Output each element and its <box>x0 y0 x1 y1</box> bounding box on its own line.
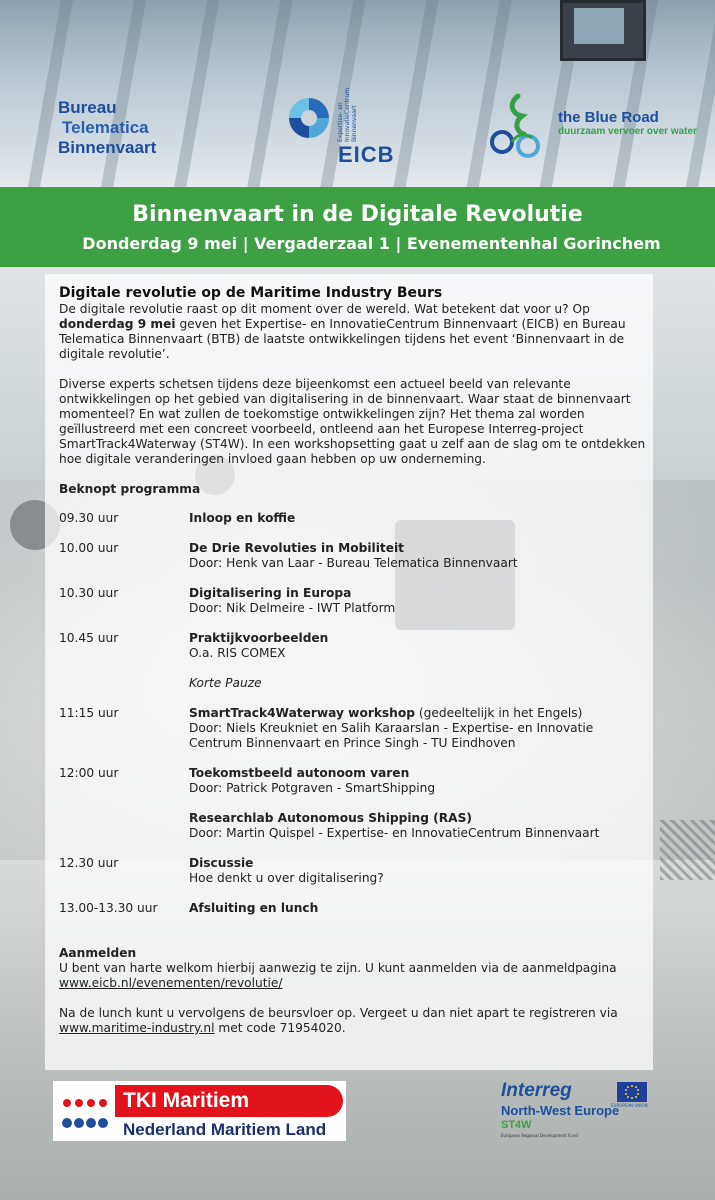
programma-item <box>59 901 649 916</box>
eu-flag-icon <box>617 1082 647 1102</box>
event-subtitle: Donderdag 9 mei | Vergaderzaal 1 | Evenementenhal Gorinchem <box>82 234 661 253</box>
content <box>59 285 649 1036</box>
blue-road-logo <box>488 92 697 162</box>
programma-item <box>59 856 649 886</box>
eicb-registration-link[interactable]: www.eicb.nl/evenementen/revolutie/ <box>59 976 283 990</box>
interreg-eu-label: EUROPEAN UNION <box>611 1103 648 1108</box>
intro-text: De digitale revolutie raast op dit moment over de wereld. Wat betekent dat voor u? Op <box>59 302 590 316</box>
programma-title: Praktijkvoorbeelden <box>189 631 329 645</box>
programma-title: De Drie Revoluties in Mobiliteit <box>189 541 404 555</box>
eicb-logo <box>283 87 398 167</box>
programma-detail: Door: Niels Kreukniet en Salih Karaarslan - Expertise- en Innovatie Centrum Binnenvaart en Prince Singh - TU Eindhoven <box>189 721 594 750</box>
programma-time: 12.30 uur <box>59 856 119 870</box>
programma-item <box>59 511 649 526</box>
programma-item <box>59 676 649 691</box>
maritime-industry-link[interactable]: www.maritime-industry.nl <box>59 1021 215 1035</box>
programma-detail: Door: Martin Quispel - Expertise- en InnovatieCentrum Binnenvaart <box>189 826 600 840</box>
eicb-side-text: Expertise- en InnovatieCentrum Binnenvaart <box>337 87 358 142</box>
blue-road-subtitle: duurzaam vervoer over water <box>558 126 697 137</box>
btb-logo-line: Binnenvaart <box>58 138 157 157</box>
programma-title: Toekomstbeeld autonoom varen <box>189 766 410 780</box>
programma-title: Inloop en koffie <box>189 511 296 525</box>
btb-logo-line: Telematica <box>62 118 149 137</box>
programma-time: 09.30 uur <box>59 511 119 525</box>
programma-title: SmartTrack4Waterway workshop <box>189 706 415 720</box>
eicb-logo-text: EICB <box>338 142 395 167</box>
tki-title: TKI Maritiem <box>123 1089 250 1112</box>
intro-paragraph-2: Diverse experts schetsen tijdens deze bijeenkomst een actueel beeld van relevante ontwikkelingen op het gebied van digitalisering in de binnenvaart. Waar staat de binnenvaart momenteel? En wat zullen de toekomstige ontwikkelingen zijn? Het thema zal worden geïllustreerd met een concreet voorbeeld, ontleend aan het Europese Interreg-project SmartTrack4Waterway (ST4W). In een workshopsetting gaat u zelf aan de slag om te ontdekken hoe digitale veranderingen invloed gaan hebben op uw onderneming. <box>59 377 646 466</box>
programma-time: 10.00 uur <box>59 541 119 555</box>
programma-detail: Hoe denkt u over digitalisering? <box>189 871 384 885</box>
eicb-mark-icon <box>287 96 331 140</box>
aanmelden-text: met code 71954020. <box>218 1021 346 1035</box>
programma-detail: Door: Henk van Laar - Bureau Telematica Binnenvaart <box>189 556 518 570</box>
programma-list <box>59 511 649 916</box>
programma-title-suffix: (gedeeltelijk in het Engels) <box>414 706 583 720</box>
programma-item <box>59 706 649 751</box>
programma-title: Digitalisering in Europa <box>189 586 352 600</box>
programma-title: Researchlab Autonomous Shipping (RAS) <box>189 811 472 825</box>
programma-item <box>59 811 649 841</box>
interreg-project: ST4W <box>501 1119 532 1131</box>
aanmelden-paragraph-1 <box>59 961 649 991</box>
aanmelden-text: Na de lunch kunt u vervolgens de beursvloer op. Vergeet u dan niet apart te registreren via <box>59 1006 618 1020</box>
programma-item <box>59 586 649 616</box>
programma-title: Discussie <box>189 856 254 870</box>
programma-detail: O.a. RIS COMEX <box>189 646 286 660</box>
interreg-programme: North-West Europe <box>501 1103 620 1118</box>
tki-subtitle: Nederland Maritiem Land <box>123 1120 327 1139</box>
blue-road-title: the Blue Road <box>558 109 659 126</box>
intro-heading: Digitale revolutie op de Maritime Industry Beurs <box>59 285 443 301</box>
programma-item <box>59 631 649 661</box>
programma-item <box>59 766 649 796</box>
programma-break: Korte Pauze <box>189 676 262 690</box>
aanmelden-text: U bent van harte welkom hierbij aanwezig te zijn. U kunt aanmelden via de aanmeldpagina <box>59 961 617 975</box>
programma-time: 11:15 uur <box>59 706 119 720</box>
interreg-fund: European Regional Development Fund <box>501 1133 578 1138</box>
btb-logo <box>58 98 156 158</box>
tki-dots-icon <box>59 1093 111 1133</box>
aanmelden-paragraph-2 <box>59 1006 649 1036</box>
programma-time: 10.30 uur <box>59 586 119 600</box>
programma-time: 10.45 uur <box>59 631 119 645</box>
blue-road-mark-icon <box>488 92 558 162</box>
programma-detail: Door: Nik Delmeire - IWT Platform <box>189 601 396 615</box>
tki-title-bar <box>115 1085 343 1117</box>
programma-detail: Door: Patrick Potgraven - SmartShipping <box>189 781 436 795</box>
intro-text: geven het Expertise- en InnovatieCentrum Binnenvaart (EICB) en Bureau Telematica Binnenvaart (BTB) de laatste ontwikkelingen tijdens het event ‘Binnenvaart in de digitale revolutie’. <box>59 317 626 361</box>
background-monitor-screen <box>574 8 624 44</box>
event-title: Binnenvaart in de Digitale Revolutie <box>132 202 583 227</box>
background-grating <box>660 820 715 880</box>
programma-time: 12:00 uur <box>59 766 119 780</box>
title-banner <box>0 187 715 267</box>
interreg-logo <box>497 1078 657 1150</box>
programma-time: 13.00-13.30 uur <box>59 901 158 915</box>
aanmelden-heading: Aanmelden <box>59 946 137 960</box>
tki-maritiem-logo <box>53 1081 346 1141</box>
intro-date: donderdag 9 mei <box>59 317 176 331</box>
interreg-name: Interreg <box>501 1080 572 1101</box>
programma-title: Afsluiting en lunch <box>189 901 319 915</box>
intro-paragraph-1 <box>59 302 649 362</box>
programma-item <box>59 541 649 571</box>
btb-logo-line: Bureau <box>58 98 117 117</box>
programma-heading: Beknopt programma <box>59 482 201 496</box>
